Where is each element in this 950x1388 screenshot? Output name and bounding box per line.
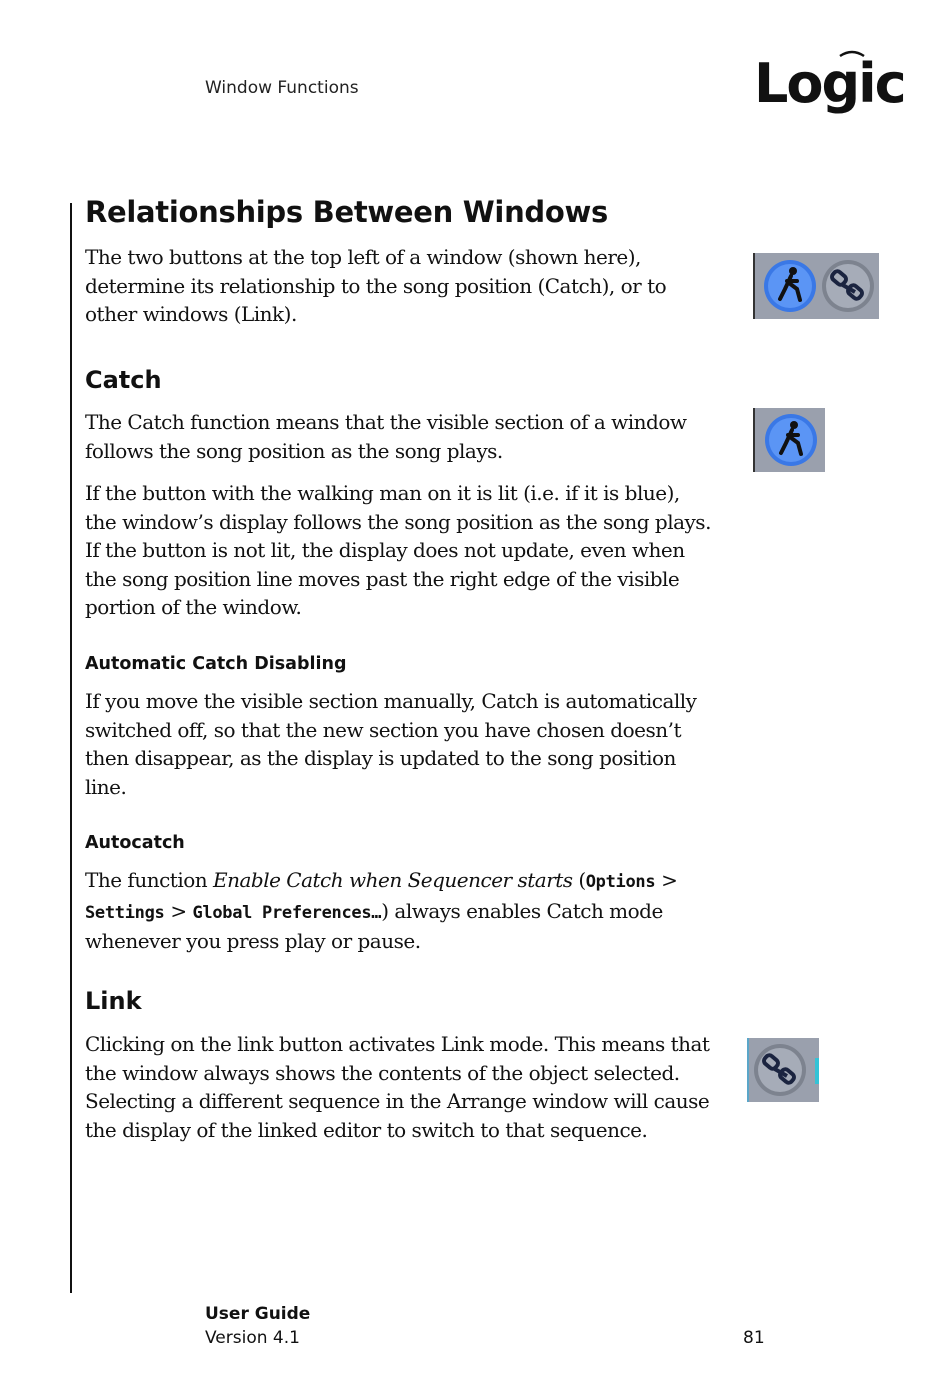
running-head: Window Functions	[205, 78, 359, 98]
autocatch-paragraph	[85, 866, 715, 956]
link-heading: Link	[85, 987, 142, 1015]
chain-link-icon	[822, 260, 874, 312]
autocatch-heading: Autocatch	[85, 833, 185, 853]
catch-heading: Catch	[85, 366, 162, 394]
menu-path-options: Options	[585, 872, 656, 892]
menu-path-settings: Settings	[85, 902, 165, 923]
section-title: Relationships Between Windows	[85, 195, 608, 229]
catch-link-buttons-image	[753, 253, 879, 319]
svg-text:Logic: Logic	[754, 52, 905, 115]
walking-man-icon	[765, 414, 817, 466]
catch-paragraph-2: If the button with the walking man on it is lit (i.e. if it is blue), the window’s display follows the song position as the song plays. If the button is not lit, the display does not update, even when the song position line moves past the right edge of the visible portion of the window.	[85, 481, 711, 620]
intro-paragraph: The two buttons at the top left of a window (shown here), determine its relationship to the song position (Catch), or to other windows (Link).	[85, 245, 667, 327]
autocatch-text-after: ) always enables Catch mode whenever you press play or pause.	[85, 898, 663, 954]
footer-version: Version 4.1	[205, 1328, 300, 1348]
logic-logo	[752, 44, 924, 130]
menu-separator: >	[655, 868, 678, 892]
footer-guide-title: User Guide	[205, 1304, 311, 1324]
autocatch-preference-name: Enable Catch when Sequencer starts	[213, 868, 573, 892]
menu-path-global-preferences: Global Preferences…	[192, 902, 382, 923]
link-button-image	[747, 1038, 819, 1102]
catch-button-image	[753, 408, 825, 472]
autocatch-text-before: The function	[85, 868, 213, 892]
catch-paragraph-1: The Catch function means that the visible section of a window follows the song position as the song plays.	[85, 410, 687, 463]
chain-link-icon	[754, 1044, 806, 1096]
page-number: 81	[743, 1328, 765, 1348]
walking-man-icon	[764, 260, 816, 312]
menu-separator: >	[164, 898, 193, 923]
margin-rule	[70, 203, 72, 1293]
autocatch-paren-open: (	[572, 868, 586, 892]
auto-disable-heading: Automatic Catch Disabling	[85, 654, 347, 674]
link-paragraph: Clicking on the link button activates Link mode. This means that the window always shows the contents of the object selected. Selecting a different sequence in the Arrange window will cause the display of the linked editor to switch to that sequence.	[85, 1032, 710, 1142]
auto-disable-paragraph: If you move the visible section manually, Catch is automatically switched off, so that the new section you have chosen doesn’t then disappear, as the display is updated to the song position line.	[85, 689, 697, 799]
